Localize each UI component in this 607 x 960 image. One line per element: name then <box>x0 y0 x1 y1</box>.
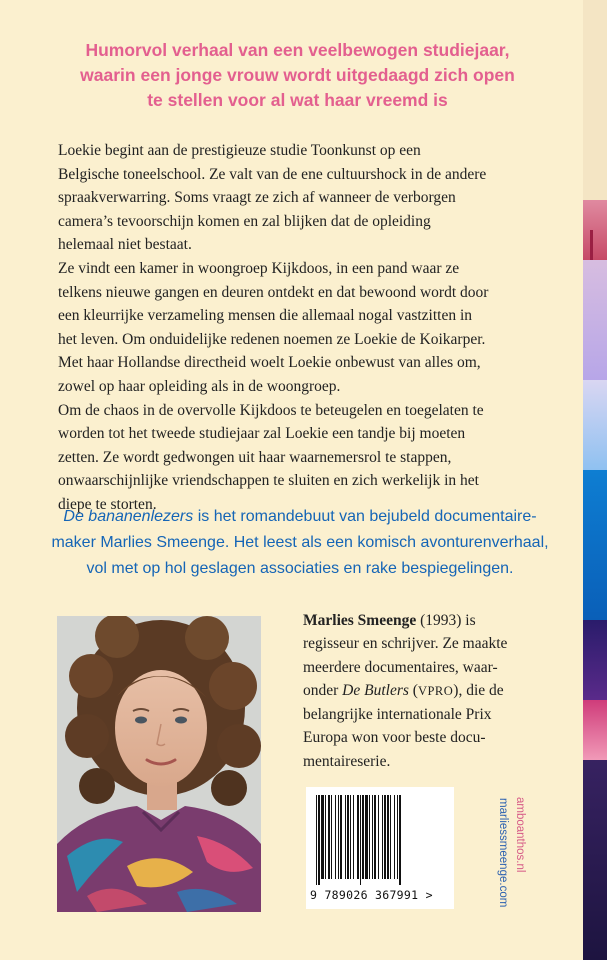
barcode-bar <box>384 795 386 879</box>
book-blurb <box>58 139 558 517</box>
barcode-bar <box>372 795 373 879</box>
author-photo <box>57 616 261 912</box>
barcode-bar <box>353 795 354 879</box>
barcode-bar <box>397 795 398 879</box>
barcode-bar <box>335 795 336 879</box>
barcode-bar <box>360 795 361 885</box>
bio-line <box>303 609 553 632</box>
barcode-bar <box>331 795 332 879</box>
blurb-line: zetten. Ze wordt gedwongen uit haar waarnemersrol te stappen, <box>58 448 452 466</box>
tagline-line: te stellen voor al wat haar vreemd is <box>147 90 448 110</box>
barcode-bar <box>340 795 342 879</box>
book-title: De bananenlezers <box>63 508 194 525</box>
barcode-bar <box>350 795 351 879</box>
barcode-bar <box>325 795 326 879</box>
bio-text: onder <box>303 681 343 699</box>
documentary-title: De Butlers <box>342 681 409 699</box>
bio-line: belangrijke internationale Prix <box>303 706 492 724</box>
blurb-line: diepe te storten. <box>58 495 157 513</box>
author-name: Marlies Smeenge <box>303 612 417 629</box>
barcode-bar <box>347 795 349 879</box>
bio-line: Europa won voor beste docu- <box>303 729 486 747</box>
bio-text: ), die de <box>453 681 504 699</box>
spine-accent-stripe <box>590 230 593 260</box>
author-url[interactable]: marliessmeenge.com <box>497 798 509 908</box>
barcode-bar <box>357 795 359 879</box>
tagline-line: Humorvol verhaal van een veelbewogen studiejaar, <box>85 40 510 60</box>
promo-line: vol met op hol geslagen associaties en rake bespiegelingen. <box>86 560 514 577</box>
blurb-line: camera’s tevoorschijn komen en zal blijken dat de opleiding <box>58 212 431 230</box>
barcode-bar <box>382 795 383 879</box>
bio-line: regisseur en schrijver. Ze maakte <box>303 635 508 653</box>
promo-line <box>50 504 550 530</box>
barcode-bars <box>312 795 448 887</box>
blurb-line: worden tot het tweede studiejaar zal Loekie een tandje bij moeten <box>58 425 466 443</box>
barcode-bar <box>338 795 339 879</box>
barcode-bar <box>390 795 391 879</box>
blurb-line: Loekie begint aan de prestigieuze studie Toonkunst op een <box>58 142 421 159</box>
promo-line: maker Marlies Smeenge. Het leest als een komisch avonturenverhaal, <box>51 534 549 551</box>
tagline <box>60 38 535 113</box>
tagline-line: waarin een jonge vrouw wordt uitgedaagd zich open <box>80 65 515 85</box>
barcode-bar <box>365 795 368 879</box>
blurb-line: spraakverwarring. Soms vraagt ze zich af wanneer de verborgen <box>58 189 456 207</box>
publisher-url[interactable]: amboanthos.nl <box>514 797 526 873</box>
blurb-line: Belgische toneelschool. Ze valt van de ene cultuurshock in de andere <box>58 165 487 183</box>
barcode-bar <box>318 795 320 885</box>
bio-line: meerdere documentaires, waar- <box>303 658 498 676</box>
blurb-line: telkens nieuwe gangen en deuren ontdekt en dat bewoond wordt door <box>58 283 489 301</box>
blurb-line: een kleurrijke verzameling mensen die allemaal nogal vastzitten in <box>58 307 473 325</box>
promo-text <box>50 504 550 582</box>
author-birth-year: (1993) is <box>416 612 476 629</box>
blurb-line: het leven. Om onduidelijke redenen noemen ze Loekie de Koikarper. <box>58 330 486 348</box>
blurb-line: zowel op haar opleiding als in de woongroep. <box>58 377 341 395</box>
blurb-line: helemaal niet bestaat. <box>58 236 192 254</box>
blurb-line: onwaarschijnlijke vriendschappen te sluiten en zich werkelijk in het <box>58 472 479 490</box>
barcode-bar <box>374 795 376 879</box>
blurb-line: Ze vindt een kamer in woongroep Kijkdoos, in een pand waar ze <box>58 259 460 277</box>
spine-edge <box>583 0 607 960</box>
broadcaster-name: VPRO <box>417 683 454 698</box>
barcode-bar <box>345 795 346 879</box>
isbn-barcode <box>306 787 454 909</box>
bio-line <box>303 679 553 703</box>
barcode-bar <box>328 795 330 879</box>
barcode-bar <box>394 795 395 879</box>
isbn-number: 9 789026 367991 > <box>310 888 433 902</box>
promo-line-rest: is het romandebuut van bejubeld documentaire- <box>193 508 537 525</box>
barcode-bar <box>362 795 364 879</box>
barcode-bar <box>387 795 389 879</box>
bio-text: ( <box>408 681 418 699</box>
barcode-bar <box>321 795 324 879</box>
author-bio <box>303 609 553 773</box>
barcode-bar <box>399 795 401 885</box>
barcode-bar <box>369 795 370 879</box>
bio-line: mentaireserie. <box>303 752 391 770</box>
barcode-bar <box>316 795 317 885</box>
blurb-line: Met haar Hollandse directheid woelt Loekie onbewust van alles om, <box>58 354 481 372</box>
blurb-line: Om de chaos in de overvolle Kijkdoos te beteugelen en toegelaten te <box>58 401 484 419</box>
barcode-bar <box>378 795 379 879</box>
